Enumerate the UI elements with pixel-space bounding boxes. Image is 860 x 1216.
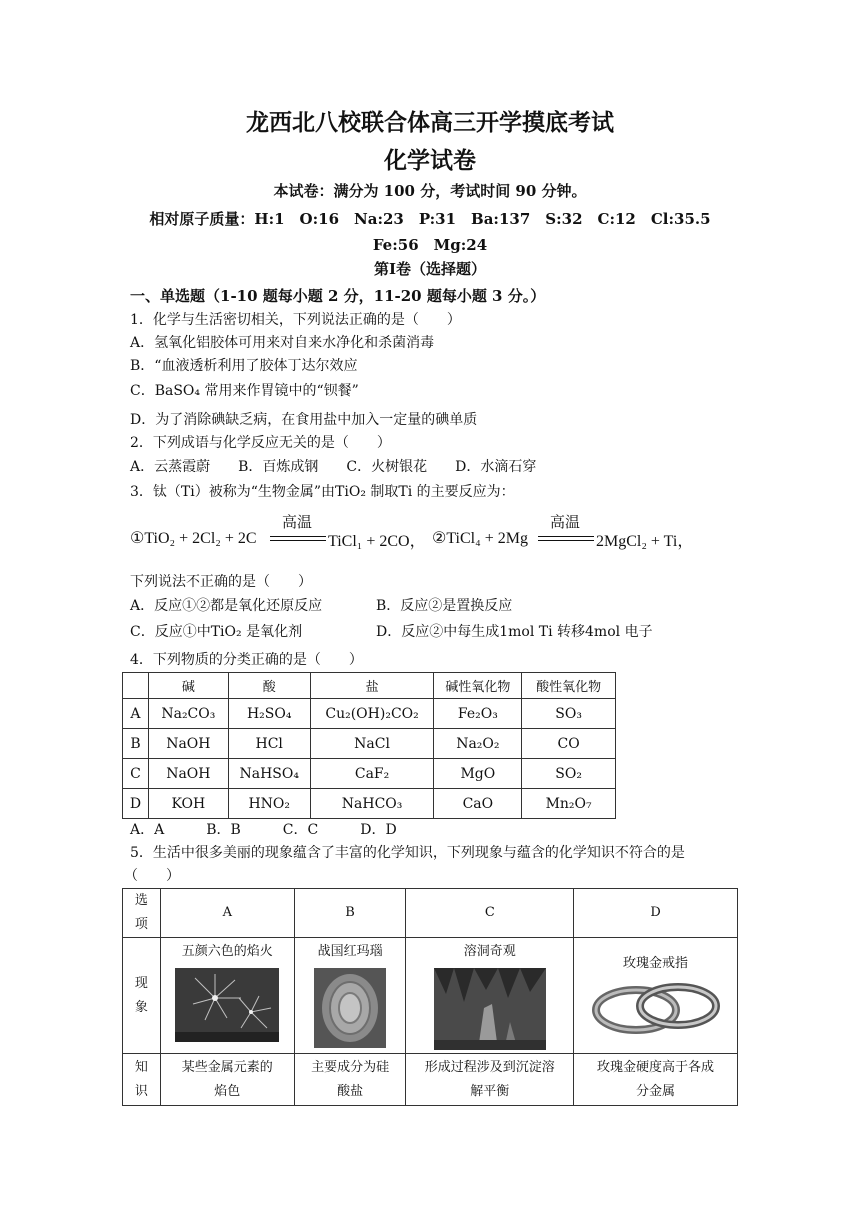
column-header: A	[160, 889, 294, 938]
q1-stem: 1．化学与生活密切相关，下列说法正确的是（ ）	[130, 312, 461, 328]
table-header-row	[123, 889, 738, 938]
table-cell: KOH	[148, 789, 228, 819]
q3-stem: 3．钛（Ti）被称为“生物金属”由TiO₂ 制取Ti 的主要反应为：	[130, 484, 515, 500]
q3-ask: 下列说法不正确的是（ ）	[130, 574, 312, 590]
q3-option-c: C．反应①中TiO₂ 是氧化剂	[130, 624, 303, 640]
q3-eq1-arrow-bottom	[270, 540, 326, 541]
table-cell: C	[123, 759, 149, 789]
q3-option-b: B．反应②是置换反应	[376, 598, 513, 614]
q3-eq2-arrow-top	[538, 536, 594, 537]
table-row	[123, 789, 616, 819]
header-cell: 碱	[148, 673, 228, 699]
table-cell: NaHSO₄	[228, 759, 310, 789]
q1-option-d: D．为了消除碘缺乏病，在食用盐中加入一定量的碘单质	[130, 412, 478, 428]
header-cell: 酸	[228, 673, 310, 699]
table-cell: CaO	[434, 789, 522, 819]
table-cell: CO	[522, 729, 616, 759]
atomic-mass-line-1: 相对原子质量：H:1 O:16 Na:23 P:31 Ba:137 S:32 C:12 Cl:35.5	[149, 210, 711, 228]
table-cell: CaF₂	[310, 759, 434, 789]
phenomenon-cell	[294, 938, 406, 1054]
q3-condition-1: 高温	[282, 513, 313, 531]
table-cell: Mn₂O₇	[522, 789, 616, 819]
q3-eq1-arrow-top	[270, 536, 326, 537]
phenomenon-label: 溶洞奇观	[463, 944, 516, 959]
knowledge-cell: 某些金属元素的 焰色	[160, 1054, 294, 1106]
table-cell: HCl	[228, 729, 310, 759]
fireworks-image	[175, 968, 279, 1042]
q2-stem: 2．下列成语与化学反应无关的是（ ）	[130, 435, 391, 451]
q1-option-a: A．氢氧化铝胶体可用来对自来水净化和杀菌消毒	[130, 335, 435, 351]
header-cell: 酸性氧化物	[522, 673, 616, 699]
header-cell	[123, 673, 149, 699]
q3-eq2-arrow-bottom	[538, 540, 594, 541]
atomic-mass-line-2: Fe:56 Mg:24	[372, 236, 488, 254]
table-row	[123, 938, 738, 1054]
cave-image	[434, 968, 546, 1050]
phenomenon-cell	[574, 938, 738, 1054]
knowledge-cell: 主要成分为硅 酸盐	[294, 1054, 406, 1106]
table-cell: Fe₂O₃	[434, 699, 522, 729]
exam-info: 本试卷：满分为 100 分，考试时间 90 分钟。	[273, 182, 587, 200]
phenomenon-label: 战国红玛瑙	[317, 944, 383, 959]
section-heading: 一、单选题（1-10 题每小题 2 分，11-20 题每小题 3 分。）	[130, 287, 546, 305]
q1-option-c: C．BaSO₄ 常用来作胃镜中的“钡餐”	[130, 383, 359, 399]
table-cell: SO₂	[522, 759, 616, 789]
ring-image	[588, 980, 724, 1038]
knowledge-cell: 玫瑰金硬度高于各成 分金属	[574, 1054, 738, 1106]
q4-options: A．A B．B C．C D．D	[130, 822, 397, 838]
agate-image	[314, 968, 386, 1048]
row-label: 现 象	[123, 938, 161, 1054]
q2-options: A．云蒸霞蔚 B．百炼成钢 C．火树银花 D．水滴石穿	[130, 459, 537, 475]
table-cell: Na₂O₂	[434, 729, 522, 759]
table-cell: D	[123, 789, 149, 819]
q3-eq2-right: 2MgCl₂ + Ti，	[596, 533, 694, 550]
table-cell: HNO₂	[228, 789, 310, 819]
header-cell: 盐	[310, 673, 434, 699]
table-cell: NaOH	[148, 729, 228, 759]
table-cell: NaCl	[310, 729, 434, 759]
phenomenon-label: 玫瑰金戒指	[623, 956, 689, 971]
table-row	[123, 759, 616, 789]
table-header-row	[123, 673, 616, 699]
table-cell: SO₃	[522, 699, 616, 729]
knowledge-cell: 形成过程涉及到沉淀溶 解平衡	[406, 1054, 574, 1106]
q3-condition-2: 高温	[550, 513, 581, 531]
table-cell: NaOH	[148, 759, 228, 789]
q5-stem: 5．生活中很多美丽的现象蕴含了丰富的化学知识，下列现象与蕴含的化学知识不符合的是	[130, 845, 685, 861]
q3-eq2-left: ②TiCl₄ + 2Mg	[432, 530, 528, 547]
table-cell: B	[123, 729, 149, 759]
column-header: D	[574, 889, 738, 938]
exam-title: 龙西北八校联合体高三开学摸底考试	[246, 109, 614, 136]
phenomenon-label: 五颜六色的焰火	[181, 944, 273, 959]
table-row	[123, 1054, 738, 1106]
table-cell: A	[123, 699, 149, 729]
row-label: 选 项	[123, 889, 161, 938]
column-header: C	[406, 889, 574, 938]
q5-phenomena-table	[122, 888, 738, 1106]
table-cell: Na₂CO₃	[148, 699, 228, 729]
column-header: B	[294, 889, 406, 938]
phenomenon-cell	[160, 938, 294, 1054]
q3-eq1-left: ①TiO₂ + 2Cl₂ + 2C	[130, 530, 257, 547]
q4-stem: 4．下列物质的分类正确的是（ ）	[130, 652, 363, 668]
phenomenon-cell	[406, 938, 574, 1054]
q3-option-a: A．反应①②都是氧化还原反应	[130, 598, 323, 614]
volume-title: 第Ⅰ卷（选择题）	[373, 260, 487, 278]
table-cell: NaHCO₃	[310, 789, 434, 819]
q4-classification-table	[122, 672, 616, 819]
q5-stem-paren: （ ）	[124, 868, 180, 884]
table-cell: MgO	[434, 759, 522, 789]
q3-eq1-right: TiCl₁ + 2CO，	[328, 533, 426, 550]
table-row	[123, 729, 616, 759]
table-cell: H₂SO₄	[228, 699, 310, 729]
q3-option-d: D．反应②中每生成1mol Ti 转移4mol 电子	[376, 624, 653, 640]
table-row	[123, 699, 616, 729]
exam-subtitle: 化学试卷	[384, 147, 476, 174]
row-label: 知 识	[123, 1054, 161, 1106]
header-cell: 碱性氧化物	[434, 673, 522, 699]
table-cell: Cu₂(OH)₂CO₂	[310, 699, 434, 729]
q1-option-b: B．“血液透析利用了胶体丁达尔效应	[130, 358, 358, 374]
